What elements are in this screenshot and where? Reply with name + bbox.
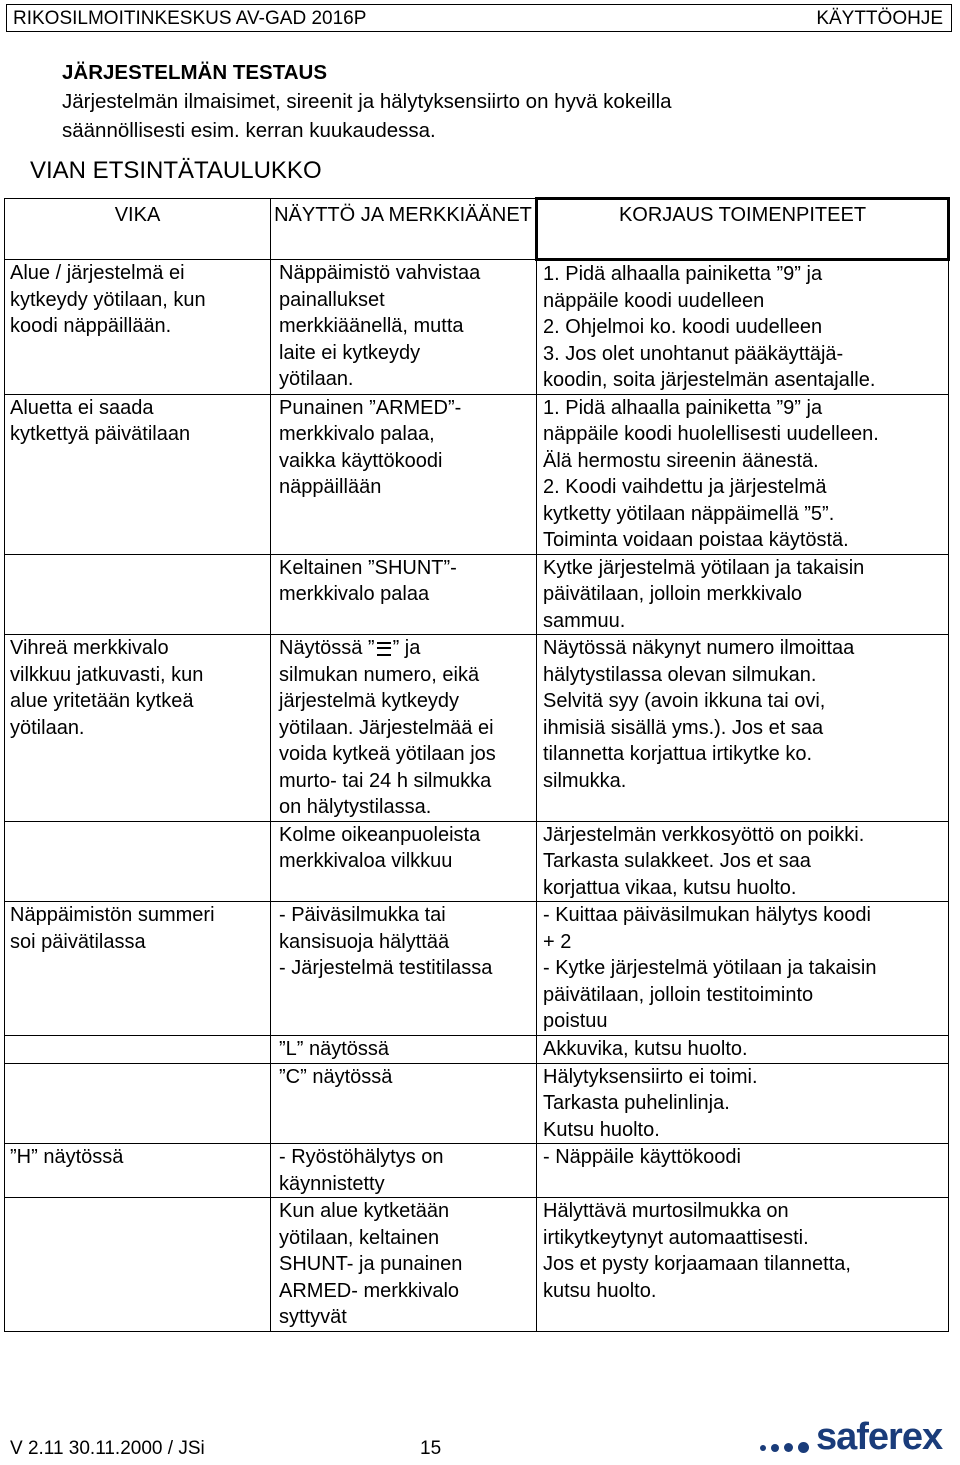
table-row <box>5 635 949 822</box>
cell-line: Kutsu huolto. <box>543 1118 660 1141</box>
fix-cell <box>537 1198 949 1332</box>
cell-line: - Järjestelmä testitilassa <box>279 957 493 979</box>
cell-line: korjattua vikaa, kutsu huolto. <box>543 876 797 899</box>
cell-line: silmukan numero, eikä <box>279 663 480 686</box>
cell-line: näppäillään <box>279 476 382 498</box>
cell-line: ”H” näytössä <box>10 1146 124 1168</box>
fault-cell <box>5 902 271 1036</box>
fault-cell <box>5 635 271 822</box>
cell-line: Punainen ”ARMED”- <box>279 396 462 419</box>
display-cell <box>271 1036 537 1064</box>
cell-line: Näytössä ” ” ja <box>279 637 421 659</box>
cell-line: kansisuoja hälyttää <box>279 930 450 953</box>
cell-line: Hälytyksensiirto ei toimi. <box>543 1065 758 1088</box>
cell-line: merkkivaloa vilkkuu <box>279 850 453 872</box>
cell-line: Kun alue kytketään <box>279 1200 450 1222</box>
cell-line: Jos et pysty korjaamaan tilannetta, <box>543 1253 851 1275</box>
table-row <box>5 1036 949 1064</box>
cell-line: + 2 <box>543 930 572 953</box>
cell-line: voida kytkeä yötilaan jos <box>279 743 496 765</box>
page-number: 15 <box>420 1438 442 1459</box>
cell-line: hälytystilassa olevan silmukan. <box>543 663 817 686</box>
cell-line: Näytössä näkynyt numero ilmoittaa <box>543 637 855 659</box>
cell-line: - Päiväsilmukka tai <box>279 904 446 926</box>
cell-line: ”L” näytössä <box>279 1038 390 1060</box>
cell-line: merkkivalo palaa <box>279 583 430 605</box>
cell-line: kutsu huolto. <box>543 1279 657 1302</box>
cell-line: Näppäimistö vahvistaa <box>279 262 481 284</box>
display-cell <box>271 554 537 635</box>
cell-line: Järjestelmän verkkosyöttö on poikki. <box>543 823 865 846</box>
cell-line: tilannetta korjattua irtikytke ko. <box>543 743 813 765</box>
table-header-row <box>5 199 949 260</box>
cell-line: Hälyttävä murtosilmukka on <box>543 1200 789 1222</box>
fix-cell <box>537 821 949 902</box>
display-cell <box>271 1144 537 1198</box>
cell-line: 2. Koodi vaihdettu ja järjestelmä <box>543 476 827 498</box>
cell-line: näppäile koodi huolellisesti uudelleen. <box>543 423 879 445</box>
cell-line: on hälytystilassa. <box>279 796 432 818</box>
saferex-logo <box>760 1416 950 1461</box>
cell-line: Kolme oikeanpuoleista <box>279 823 481 846</box>
fault-cell <box>5 1198 271 1332</box>
testing-title: JÄRJESTELMÄN TESTAUS <box>62 61 328 84</box>
fix-cell <box>537 1063 949 1144</box>
cell-line: 3. Jos olet unohtanut pääkäyttäjä- <box>543 342 844 365</box>
cell-line: yötilaan. <box>279 368 354 390</box>
header-display: NÄYTTÖ JA MERKKIÄÄNET <box>271 199 537 260</box>
fix-cell <box>537 1036 949 1064</box>
cell-line: merkkiäänellä, mutta <box>279 315 464 337</box>
fix-cell <box>537 635 949 822</box>
cell-line: syttyvät <box>279 1306 347 1328</box>
table-row <box>5 1144 949 1198</box>
cell-line: kytketty yötilaan näppäimellä ”5”. <box>543 502 835 525</box>
header-fault: VIKA <box>5 199 271 260</box>
cell-line: Toiminta voidaan poistaa käytöstä. <box>543 529 849 551</box>
fix-cell <box>537 260 949 395</box>
cell-line: 2. Ohjelmoi ko. koodi uudelleen <box>543 316 823 338</box>
display-cell <box>271 394 537 554</box>
table-row <box>5 554 949 635</box>
testing-line: säännöllisesti esim. kerran kuukaudessa. <box>62 119 436 142</box>
table-row <box>5 260 949 395</box>
troubleshooting-table <box>4 197 950 1332</box>
cell-line: alue yritetään kytkeä <box>10 690 194 712</box>
cell-line: yötilaan. Järjestelmää ei <box>279 716 494 739</box>
cell-line: vilkkuu jatkuvasti, kun <box>10 663 204 686</box>
cell-line: käynnistetty <box>279 1172 385 1195</box>
header-doc-type: KÄYTTÖOHJE <box>816 8 943 29</box>
cell-line: - Ryöstöhälytys on <box>279 1146 444 1168</box>
testing-line: Järjestelmän ilmaisimet, sireenit ja hälytyksensiirto on hyvä kokeilla <box>62 90 672 113</box>
display-cell <box>271 821 537 902</box>
cell-line: murto- tai 24 h silmukka <box>279 769 492 792</box>
cell-line: 1. Pidä alhaalla painiketta ”9” ja <box>543 396 823 419</box>
fix-cell <box>537 1144 949 1198</box>
fix-cell <box>537 902 949 1036</box>
cell-line: Vihreä merkkivalo <box>10 637 169 659</box>
cell-line: silmukka. <box>543 769 627 792</box>
fix-cell <box>537 554 949 635</box>
cell-line: yötilaan. <box>10 716 85 739</box>
cell-line: Akkuvika, kutsu huolto. <box>543 1038 748 1060</box>
cell-line: - Kuittaa päiväsilmukan hälytys koodi <box>543 904 871 926</box>
cell-line: päivätilaan, jolloin testitoiminto <box>543 983 814 1006</box>
cell-line: merkkivalo palaa, <box>279 423 435 445</box>
cell-line: ”C” näytössä <box>279 1065 393 1088</box>
cell-line: Tarkasta sulakkeet. Jos et saa <box>543 850 811 872</box>
cell-line: järjestelmä kytkeydy <box>279 690 460 712</box>
cell-line: Selvitä syy (avoin ikkuna tai ovi, <box>543 690 826 712</box>
cell-line: Tarkasta puhelinlinja. <box>543 1092 730 1114</box>
header-fix: KORJAUS TOIMENPITEET <box>537 199 949 260</box>
cell-line: - Kytke järjestelmä yötilaan ja takaisin <box>543 957 877 979</box>
cell-line: kytkettyä päivätilaan <box>10 423 191 445</box>
cell-line: irtikytkeytynyt automaattisesti. <box>543 1226 809 1249</box>
footer-version: V 2.11 30.11.2000 / JSi <box>10 1438 205 1459</box>
fault-cell <box>5 821 271 902</box>
fault-cell <box>5 1063 271 1144</box>
table-row <box>5 902 949 1036</box>
cell-line: koodin, soita järjestelmän asentajalle. <box>543 369 876 391</box>
cell-line: laite ei kytkeydy <box>279 341 421 364</box>
cell-line: ihmisiä sisällä yms.). Jos et saa <box>543 716 824 739</box>
cell-line: sammuu. <box>543 609 626 632</box>
fault-cell <box>5 554 271 635</box>
display-cell <box>271 1063 537 1144</box>
display-cell <box>271 260 537 395</box>
cell-line: soi päivätilassa <box>10 930 146 953</box>
fault-cell <box>5 1036 271 1064</box>
display-cell <box>271 635 537 822</box>
display-cell <box>271 1198 537 1332</box>
cell-line: ARMED- merkkivalo <box>279 1279 460 1302</box>
menu-bars-icon <box>377 642 391 656</box>
display-cell <box>271 902 537 1036</box>
table-row <box>5 394 949 554</box>
fix-cell <box>537 394 949 554</box>
cell-line: Alue / järjestelmä ei <box>10 262 185 284</box>
fault-cell <box>5 260 271 395</box>
testing-section <box>62 58 672 145</box>
header-title: RIKOSILMOITINKESKUS AV-GAD 2016P <box>13 8 367 29</box>
cell-line: vaikka käyttökoodi <box>279 449 443 472</box>
cell-line: kytkeydy yötilaan, kun <box>10 288 206 311</box>
cell-line: yötilaan, keltainen <box>279 1226 440 1249</box>
table-row <box>5 1198 949 1332</box>
cell-line: - Näppäile käyttökoodi <box>543 1146 741 1168</box>
cell-line: 1. Pidä alhaalla painiketta ”9” ja <box>543 263 823 285</box>
cell-line: Kytke järjestelmä yötilaan ja takaisin <box>543 556 865 579</box>
cell-line: Keltainen ”SHUNT”- <box>279 556 457 579</box>
table-row <box>5 1063 949 1144</box>
cell-line: Aluetta ei saada <box>10 396 154 419</box>
cell-line: päivätilaan, jolloin merkkivalo <box>543 583 803 605</box>
fault-cell <box>5 394 271 554</box>
table-row <box>5 821 949 902</box>
fault-cell <box>5 1144 271 1198</box>
cell-line: SHUNT- ja punainen <box>279 1253 463 1275</box>
cell-line: Näppäimistön summeri <box>10 904 215 926</box>
cell-line: painallukset <box>279 288 385 311</box>
page-header <box>6 4 952 32</box>
section-title: VIAN ETSINTÄTAULUKKO <box>30 157 322 184</box>
logo-text: saferex <box>816 1416 943 1458</box>
cell-line: poistuu <box>543 1010 608 1032</box>
cell-line: koodi näppäillään. <box>10 315 172 337</box>
cell-line: näppäile koodi uudelleen <box>543 289 765 312</box>
cell-line: Älä hermostu sireenin äänestä. <box>543 449 819 472</box>
